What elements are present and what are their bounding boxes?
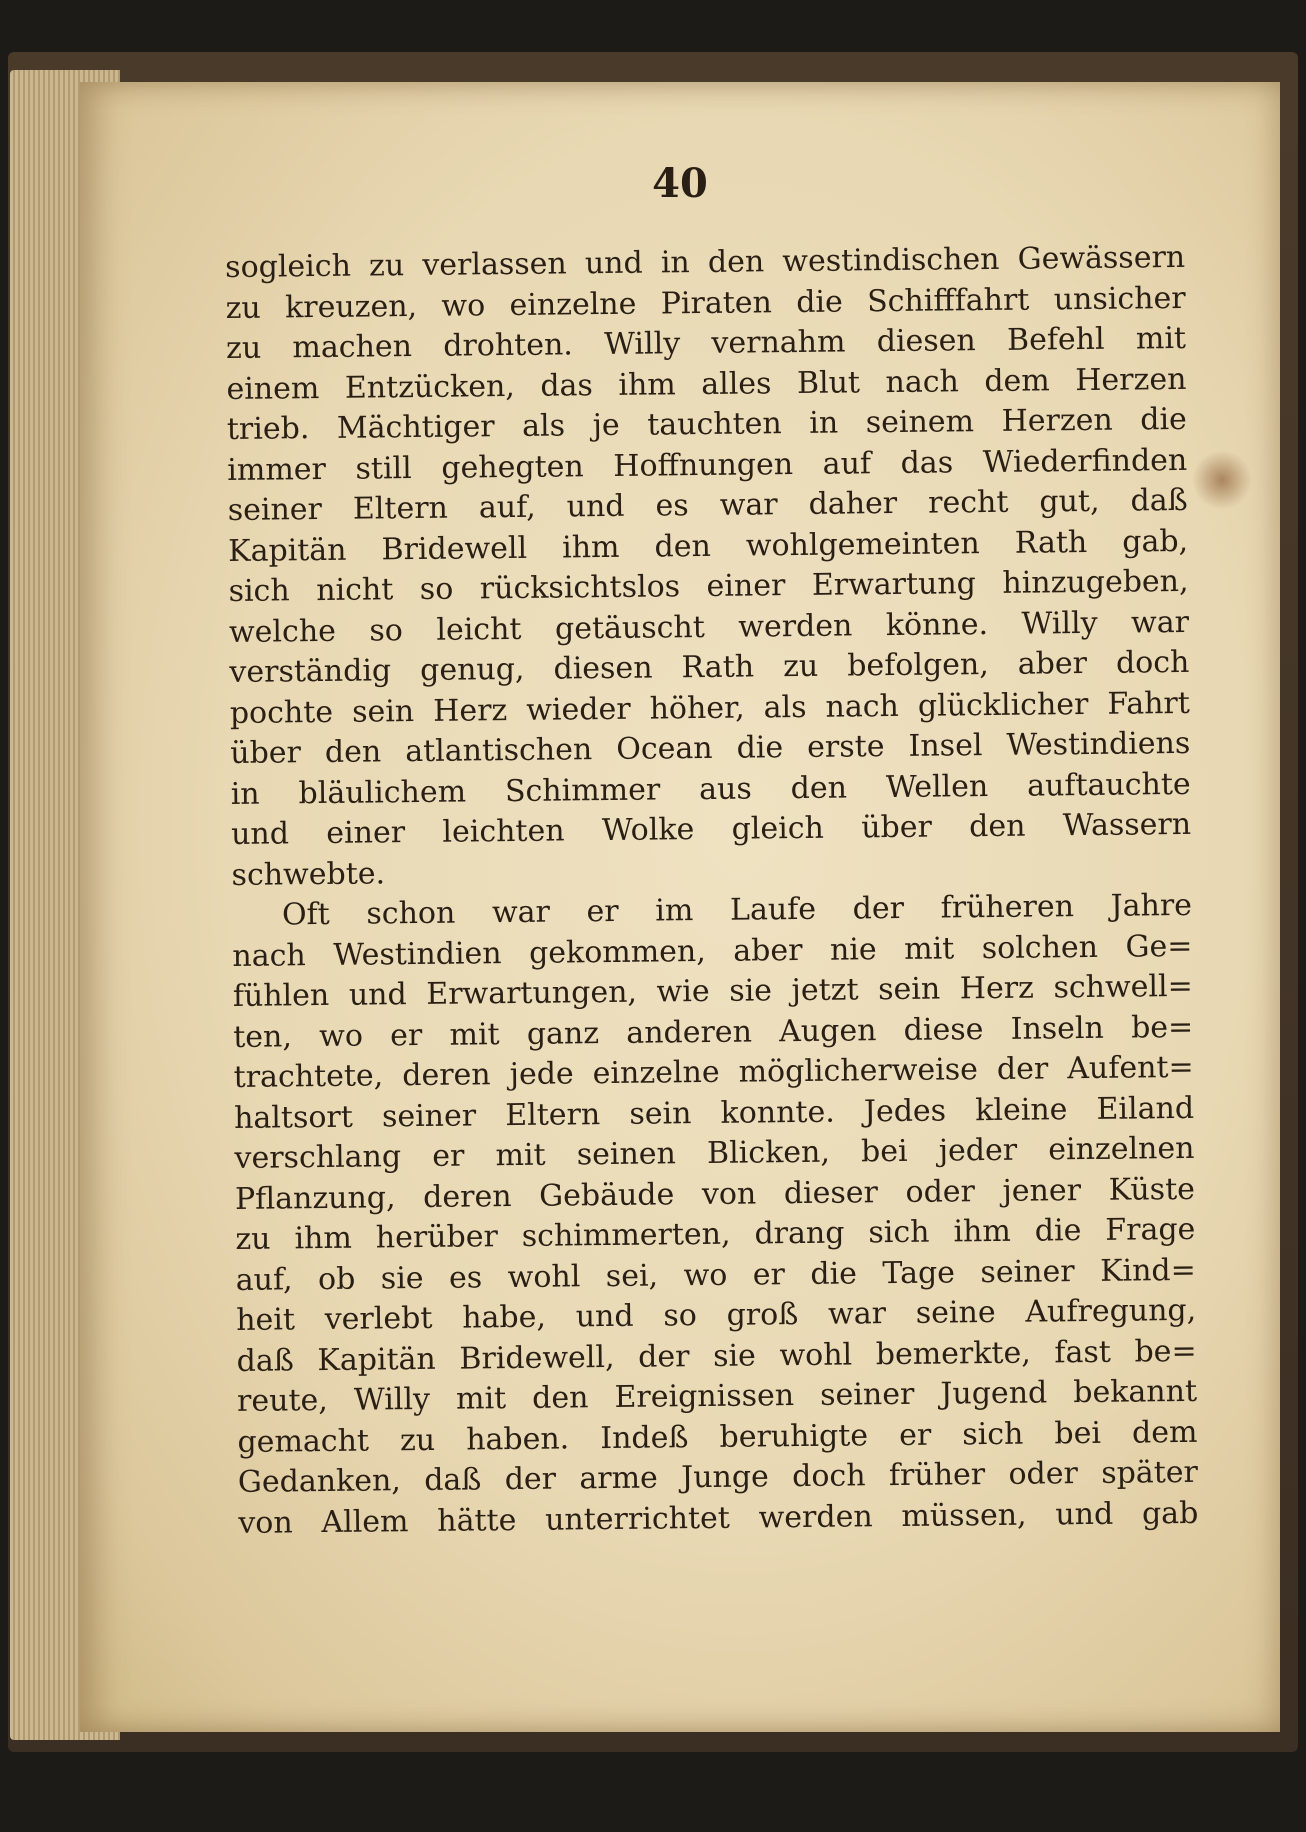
text-line: verständig genug, diesen Rath zu befolgen, aber doch [229,644,1190,690]
text-line: und einer leichten Wolke gleich über den Wassern [230,806,1192,852]
text-line: schwebte. [231,855,386,893]
text-line: trieb. Mächtiger als je tauchten in seinem Herzen die [226,401,1188,447]
body-text [225,238,1199,1544]
page-number: 40 [652,160,708,207]
text-line: pochte sein Herz wieder höher, als nach glücklicher Fahrt [229,685,1190,731]
text-line: von Allem hätte unterrichtet werden müssen, und gab [238,1495,1199,1541]
paragraph-1 [225,238,1192,896]
text-line: ten, wo er mit ganz anderen Augen diese Inseln be= [233,1009,1194,1055]
text-line: daß Kapitän Bridewell, der sie wohl bemerkte, fast be= [236,1333,1197,1379]
text-line: haltsort seiner Eltern sein konnte. Jedes kleine Eiland [233,1090,1195,1136]
text-line: Pflanzung, deren Gebäude von dieser oder jener Küste [234,1171,1196,1217]
paragraph-2 [232,886,1199,1544]
text-line: einem Entzücken, das ihm alles Blut nach dem Herzen [226,361,1187,407]
text-line: immer still gehegten Hoffnungen auf das Wiederfinden [227,442,1188,488]
text-line: zu machen drohten. Willy vernahm diesen Befehl mit [225,320,1187,366]
text-line: fühlen und Erwartungen, wie sie jetzt sein Herz schwell= [232,968,1193,1014]
text-line: sich nicht so rücksichtslos einer Erwartung hinzugeben, [228,563,1189,609]
text-line: welche so leicht getäuscht werden könne. Willy war [228,604,1190,650]
text-line: heit verlebt habe, und so groß war seine Aufregung, [236,1292,1197,1338]
text-line: zu ihm herüber schimmerten, drang sich ihm die Frage [235,1211,1196,1257]
text-line: Gedanken, daß der arme Junge doch früher oder später [237,1454,1199,1500]
text-line: reute, Willy mit den Ereignissen seiner Jugend bekannt [236,1373,1198,1419]
text-line: Kapitän Bridewell ihm den wohlgemeinten Rath gab, [227,523,1189,569]
text-line: nach Westindien gekommen, aber nie mit solchen Ge= [232,928,1193,974]
text-line: gemacht zu haben. Indeß beruhigte er sich bei dem [237,1414,1198,1460]
text-line: trachtete, deren jede einzelne möglicherweise der Aufent= [233,1049,1194,1095]
text-line: sogleich zu verlassen und in den westindischen Gewässern [225,239,1186,285]
text-line: zu kreuzen, wo einzelne Piraten die Schifffahrt unsicher [225,280,1186,326]
page-stain [1192,450,1252,510]
text-line: in bläulichem Schimmer aus den Wellen auftauchte [230,766,1191,812]
text-line: seiner Eltern auf, und es war daher recht gut, daß [227,482,1188,528]
text-line: über den atlantischen Ocean die erste Insel Westindiens [230,725,1191,771]
text-line: auf, ob sie es wohl sei, wo er die Tage seiner Kind= [235,1252,1196,1298]
text-line: Oft schon war er im Laufe der früheren Jahre [281,887,1193,933]
text-line: verschlang er mit seinen Blicken, bei jeder einzelnen [234,1130,1195,1176]
